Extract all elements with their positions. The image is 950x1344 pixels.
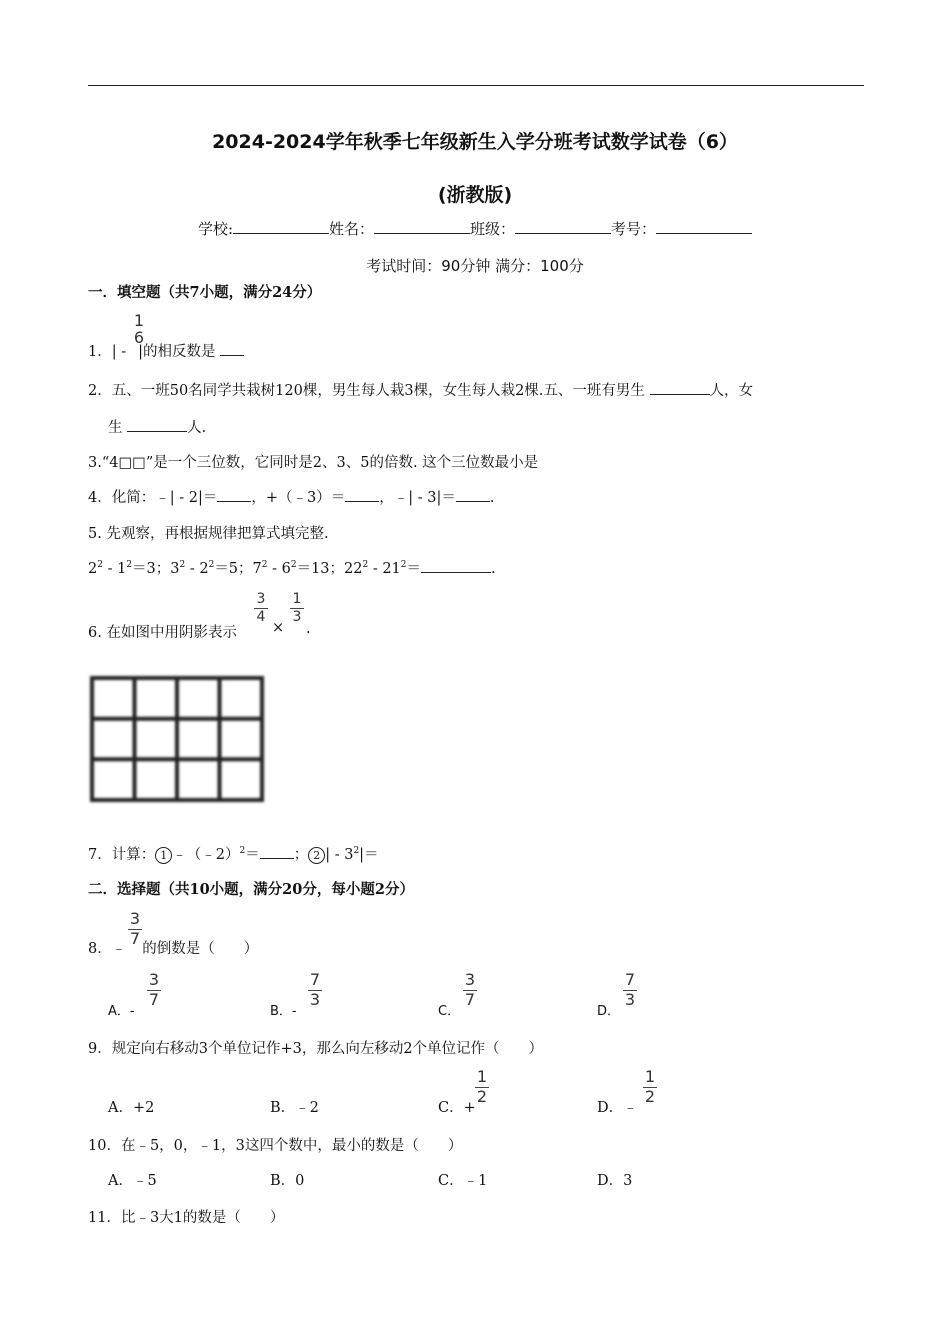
question-2-line2: [108, 416, 206, 437]
q5-term: ＝3；3: [132, 561, 180, 577]
q4-part-d: .: [489, 490, 495, 506]
q5-term: ＝5；7: [214, 561, 262, 577]
q2-text: 2．五、一班50名同学共栽树120棵，男生每人栽3棵，女生每人栽2棵.五、一班有男生: [88, 383, 645, 399]
option-denominator: 3: [624, 989, 636, 1009]
option-label: C．: [438, 1004, 461, 1019]
question-1: [88, 340, 244, 361]
q7-label: 7．计算：: [88, 847, 156, 863]
q7-equals: ＝: [245, 847, 260, 863]
q8-option-b[interactable]: [270, 1000, 297, 1019]
section1-heading: 一．填空题（共7小题，满分24分）: [88, 284, 322, 301]
q5-term: - 1: [102, 561, 127, 577]
q9-option-d-fraction: [643, 1069, 657, 1106]
q7-part-2: | - 3: [325, 847, 354, 863]
name-label: 姓名：: [329, 220, 375, 238]
q1-text: |的相反数是: [138, 344, 216, 360]
q1-number: 1．: [88, 344, 112, 360]
q1-abs-open: | -: [111, 344, 127, 360]
q7-exponent: 2: [239, 846, 246, 857]
q2-text-4: 人.: [187, 420, 207, 436]
q8-option-d-fraction: [623, 972, 637, 1009]
q7-sep: ；: [293, 847, 309, 863]
q4-part-b: ，+（﹣3）＝: [251, 490, 346, 506]
question-5-formula: [88, 557, 496, 578]
option-numerator: 1: [476, 1067, 488, 1086]
q5-exponent: 2: [97, 560, 103, 571]
q9-option-c[interactable]: C．+: [438, 1100, 476, 1116]
q5-term: - 6: [267, 561, 291, 577]
q5-blank[interactable]: [421, 558, 491, 573]
exam-info: 考试时间：90分钟 满分：100分: [366, 257, 584, 275]
class-label: 班级：: [470, 220, 516, 238]
q5-term: - 2: [185, 561, 209, 577]
q8-option-b-fraction: [308, 972, 322, 1009]
q6-times: ×: [272, 620, 285, 636]
option-numerator: 7: [624, 970, 636, 989]
option-label: B．: [270, 1004, 292, 1019]
q8-prefix: 8．﹣: [88, 941, 127, 957]
q9-option-b[interactable]: B．﹣2: [270, 1100, 319, 1116]
q10-option-b[interactable]: B．0: [270, 1173, 305, 1189]
question-3: 3.“4□□”是一个三位数，它同时是2、3、5的倍数. 这个三位数最小是: [88, 455, 539, 471]
option-numerator: 1: [644, 1067, 656, 1086]
q7-exponent-2: 2: [353, 846, 360, 857]
option-numerator: 3: [464, 970, 476, 989]
question-10: 10．在﹣5，0，﹣1，3这四个数中，最小的数是（ ）: [88, 1138, 463, 1154]
q8-option-c[interactable]: [438, 1000, 460, 1019]
q4-part-a: 4．化简：﹣| - 2|＝: [88, 490, 218, 506]
q9-option-d[interactable]: D．﹣: [597, 1100, 638, 1116]
q7-part-2-end: |＝: [359, 847, 379, 863]
question-11: 11．比﹣3大1的数是（ ）: [88, 1210, 285, 1226]
question-2-line1: [88, 379, 753, 400]
section2-heading: 二．选择题（共10小题，满分20分，每小题2分）: [88, 881, 414, 898]
q5-term: .: [491, 561, 496, 577]
q4-blank-1[interactable]: [217, 487, 251, 502]
q6-fraction-2: [290, 592, 304, 624]
q6-f2-denominator: 3: [292, 608, 302, 625]
option-numerator: 3: [148, 970, 160, 989]
q8-frac-denominator: 7: [129, 928, 141, 948]
q5-exponent: 2: [290, 560, 297, 571]
option-denominator: 2: [476, 1086, 488, 1106]
top-rule: [88, 85, 864, 86]
option-numerator: 7: [309, 970, 321, 989]
option-denominator: 7: [148, 989, 160, 1009]
page-title: 2024-2024学年秋季七年级新生入学分班考试数学试卷（6）: [212, 131, 738, 153]
q5-exponent: 2: [126, 560, 133, 571]
q7-part-1: ﹣（﹣2）: [172, 847, 240, 863]
q8-option-c-fraction: [463, 972, 477, 1009]
q6-grid-figure[interactable]: [90, 676, 264, 802]
question-9: 9．规定向右移动3个单位记作+3，那么向左移动2个单位记作（ ）: [88, 1041, 544, 1057]
question-7: [88, 843, 379, 864]
question-8: [88, 937, 258, 958]
option-label: D．: [597, 1004, 621, 1019]
number-blank[interactable]: [656, 219, 752, 234]
student-info-line: [0, 218, 950, 239]
q5-exponent: 2: [400, 560, 407, 571]
circled-two: 2: [308, 847, 325, 864]
class-blank[interactable]: [515, 219, 611, 234]
name-blank[interactable]: [374, 219, 470, 234]
question-4: [88, 486, 494, 507]
school-label: 学校:: [197, 220, 233, 238]
q6-end: .: [306, 621, 311, 637]
option-denominator: 3: [309, 989, 321, 1009]
q6-f1-denominator: 4: [256, 608, 266, 625]
option-label: A．: [108, 1004, 130, 1019]
q5-exponent: 2: [261, 560, 268, 571]
q9-option-a[interactable]: A．+2: [108, 1100, 155, 1116]
q6-text: 6. 在如图中用阴影表示: [88, 625, 237, 641]
q5-exponent: 2: [362, 560, 369, 571]
question-6: [88, 621, 237, 642]
q6-f2-numerator: 1: [292, 591, 302, 607]
q10-option-a[interactable]: A．﹣5: [108, 1173, 157, 1189]
q4-blank-2[interactable]: [345, 487, 379, 502]
q6-fraction-1: [254, 592, 268, 624]
q5-term: - 21: [368, 561, 401, 577]
q1-frac-numerator: 1: [133, 311, 145, 330]
q8-option-d[interactable]: [597, 1000, 620, 1019]
q10-option-d[interactable]: D．3: [597, 1173, 633, 1189]
q6-f1-numerator: 3: [256, 591, 266, 607]
q5-exponent: 2: [179, 560, 186, 571]
q5-term: ＝13；22: [296, 561, 363, 577]
q4-part-c: ，﹣| - 3|＝: [379, 490, 456, 506]
option-denominator: 7: [464, 989, 476, 1009]
q4-blank-3[interactable]: [456, 487, 490, 502]
option-denominator: 2: [644, 1086, 656, 1106]
q2-girls-blank[interactable]: [127, 417, 187, 432]
q7-blank-1[interactable]: [260, 844, 294, 859]
q2-text-3: 生: [108, 420, 123, 436]
q5-term: ＝: [406, 561, 422, 577]
q8-text: 的倒数是（ ）: [142, 941, 259, 957]
option-sign: -: [291, 1004, 297, 1019]
q10-option-c[interactable]: C．﹣1: [438, 1173, 488, 1189]
q5-exponent: 2: [208, 560, 215, 571]
q2-text-2: 人，女: [709, 383, 754, 399]
q9-option-c-fraction: [475, 1069, 489, 1106]
school-blank[interactable]: [233, 219, 329, 234]
number-label: 考号：: [611, 220, 657, 238]
q2-boys-blank[interactable]: [650, 380, 710, 395]
q5-term: 2: [88, 561, 98, 577]
q8-option-a-fraction: [147, 972, 161, 1009]
circled-one: 1: [155, 847, 172, 864]
page-subtitle: (浙教版): [437, 184, 513, 206]
q8-option-a[interactable]: [108, 1000, 135, 1019]
q8-frac-numerator: 3: [129, 909, 141, 928]
option-sign: -: [129, 1004, 135, 1019]
question-5: 5. 先观察，再根据规律把算式填完整.: [88, 526, 329, 542]
q1-blank[interactable]: [220, 341, 244, 356]
q1-frac-denominator: 6: [133, 327, 145, 347]
